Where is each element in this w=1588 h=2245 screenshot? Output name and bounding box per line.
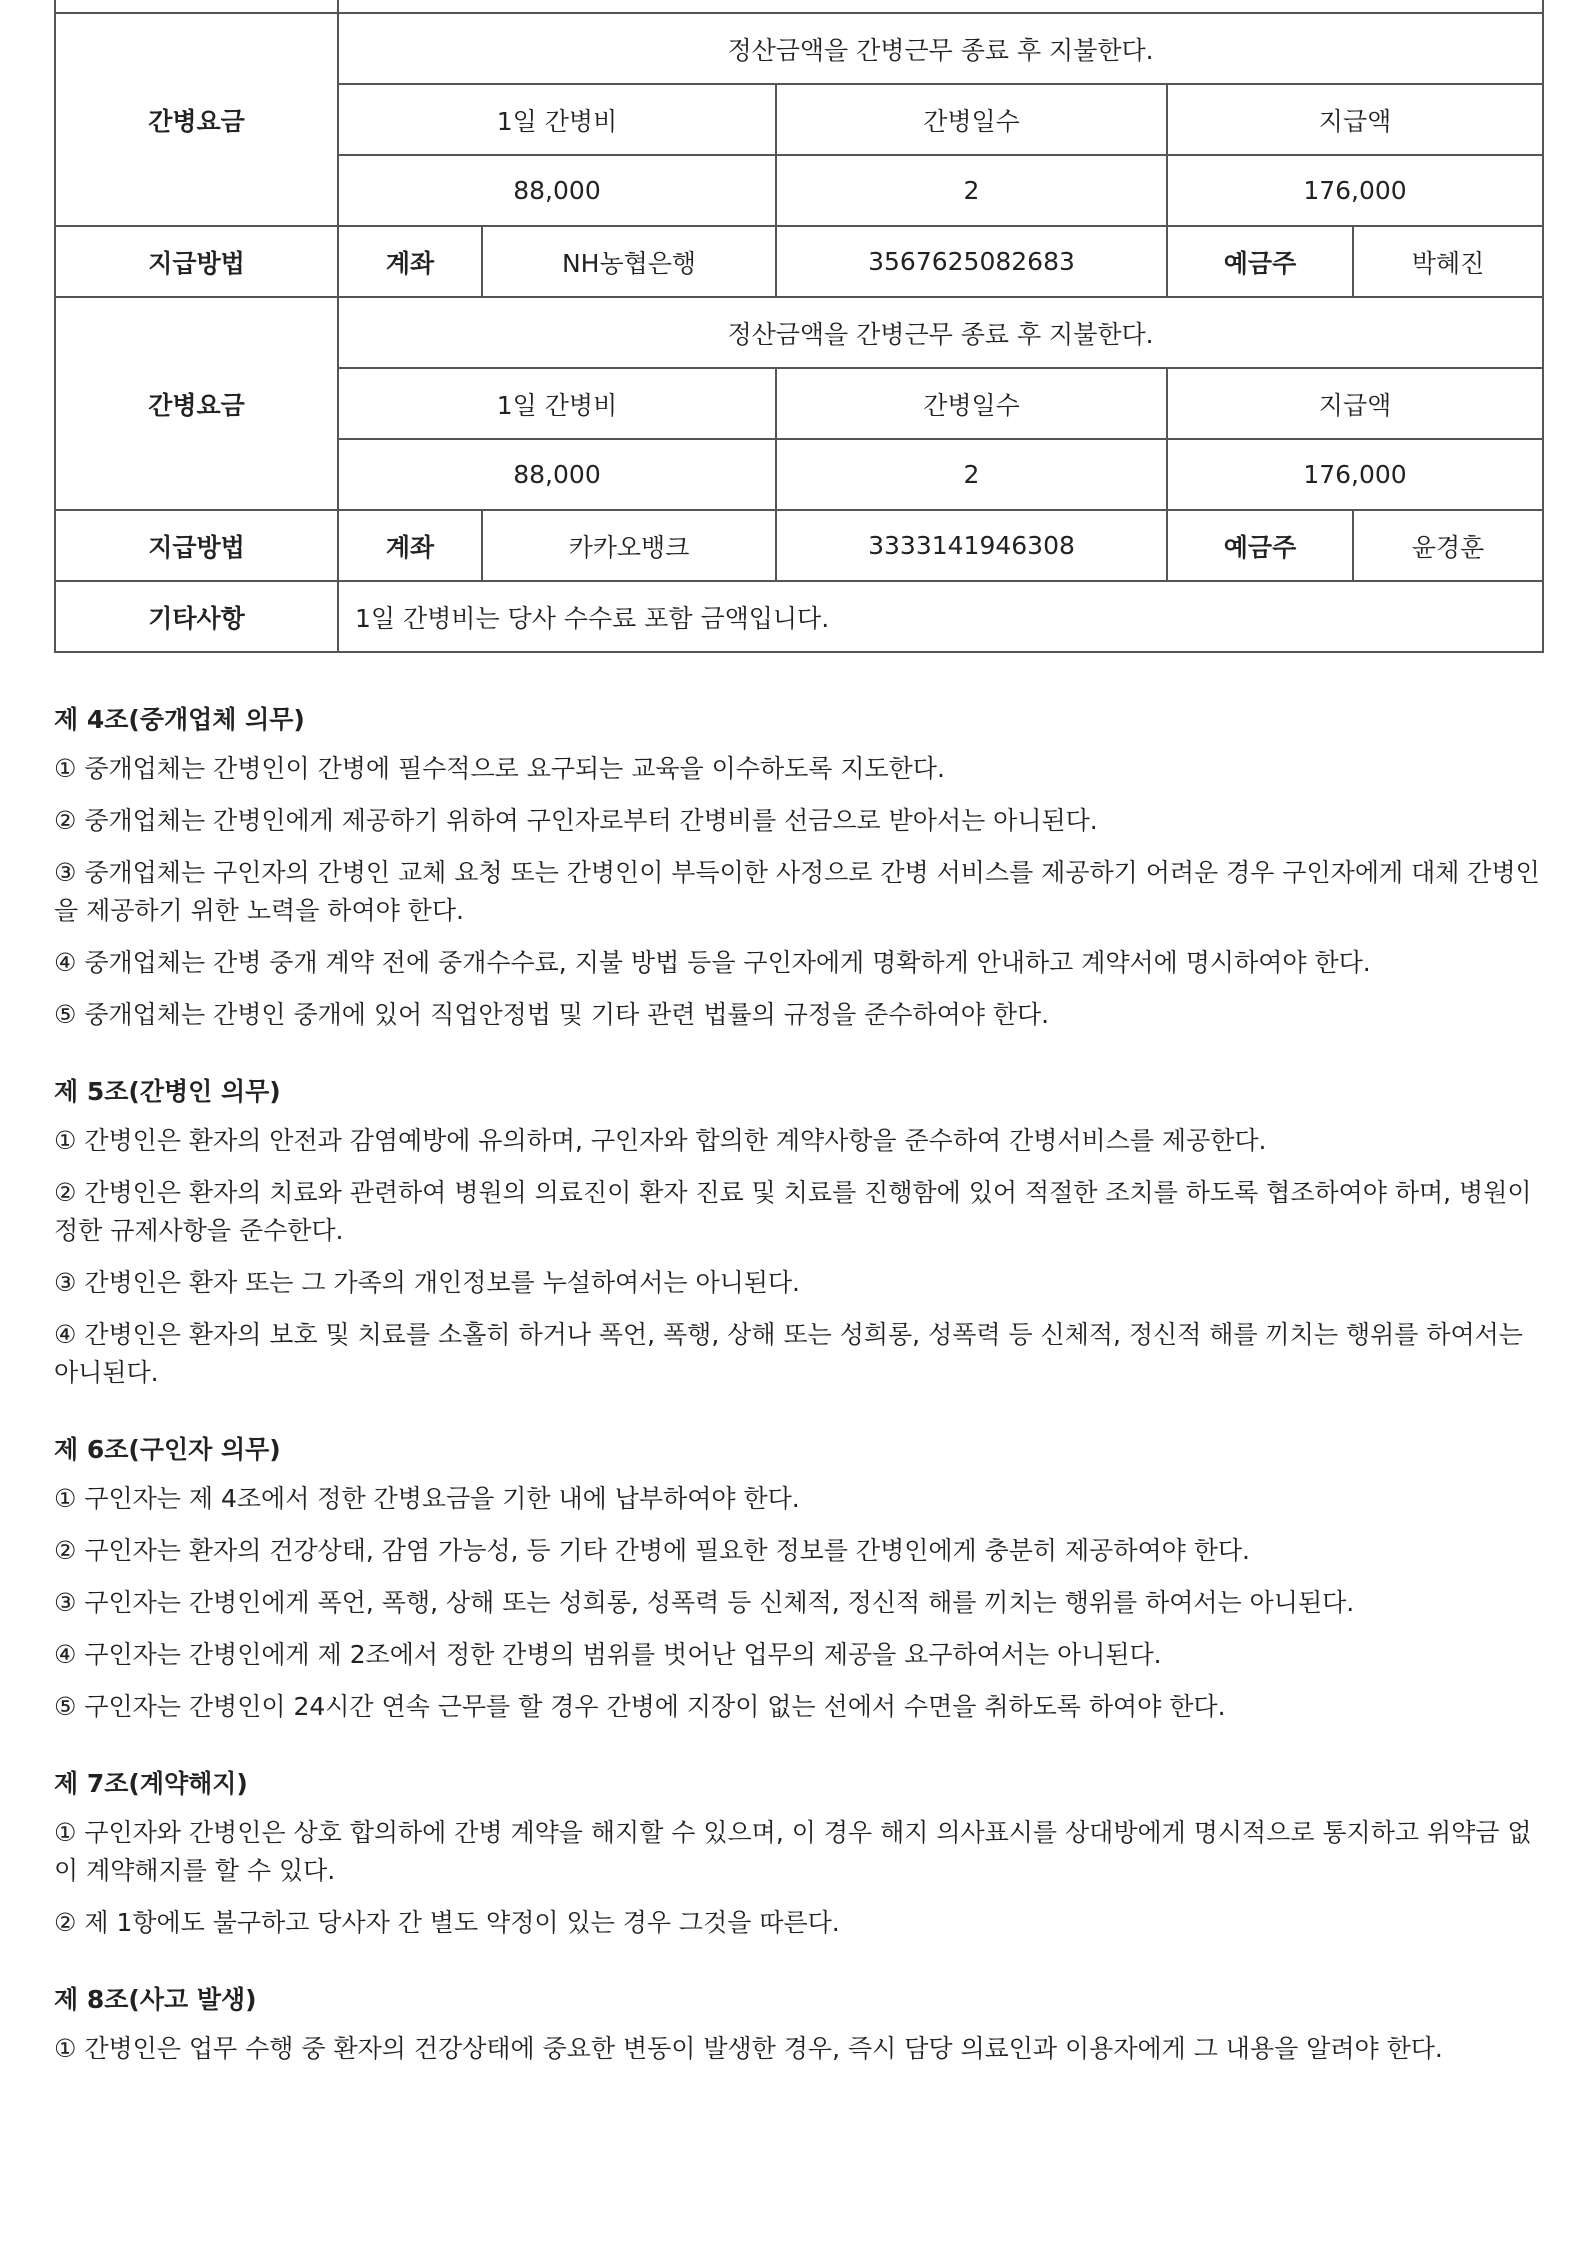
fee-notice: 정산금액을 간병근무 종료 후 지불한다. [338,13,1543,84]
article-title: 제 4조(중개업체 의무) [54,705,305,734]
article-item: ④ 중개업체는 간병 중개 계약 전에 중개수수료, 지불 방법 등을 구인자에게 명확하게 안내하고 계약서에 명시하여야 한다. [54,948,1371,977]
payment-method-label: 지급방법 [55,226,338,297]
article-4 [54,700,1544,1034]
articles [54,700,1544,2106]
holder-label: 예금주 [1167,510,1353,581]
remarks-text: 1일 간병비는 당사 수수료 포함 금액입니다. [338,581,1543,652]
article-item: ① 구인자는 제 4조에서 정한 간병요금을 기한 내에 납부하여야 한다. [54,1484,800,1513]
daily-fee-header: 1일 간병비 [338,368,776,439]
article-item: ④ 구인자는 간병인에게 제 2조에서 정한 간병의 범위를 벗어난 업무의 제공을 요구하여서는 아니된다. [54,1640,1162,1669]
total-value: 176,000 [1167,439,1543,510]
bank-name: NH농협은행 [482,226,776,297]
article-7 [54,1764,1544,1942]
days-header: 간병일수 [776,368,1167,439]
fee-table [54,0,1544,653]
days-value: 2 [776,439,1167,510]
article-item: ② 중개업체는 간병인에게 제공하기 위하여 구인자로부터 간병비를 선금으로 받아서는 아니된다. [54,806,1098,835]
account-number: 3333141946308 [776,510,1167,581]
article-item: ③ 간병인은 환자 또는 그 가족의 개인정보를 누설하여서는 아니된다. [54,1268,800,1297]
table-row [55,0,1543,13]
article-5 [54,1072,1544,1392]
article-item: ① 중개업체는 간병인이 간병에 필수적으로 요구되는 교육을 이수하도록 지도한다. [54,754,945,783]
daily-fee-value: 88,000 [338,439,776,510]
account-label: 계좌 [338,226,482,297]
article-item: ③ 중개업체는 구인자의 간병인 교체 요청 또는 간병인이 부득이한 사정으로 간병 서비스를 제공하기 어려운 경우 구인자에게 대체 간병인을 제공하기 위한 노력을 하여야 한다. [54,858,1540,925]
article-6 [54,1430,1544,1726]
daily-fee-value: 88,000 [338,155,776,226]
article-title: 제 6조(구인자 의무) [54,1435,281,1464]
article-item: ④ 간병인은 환자의 보호 및 치료를 소홀히 하거나 폭언, 폭행, 상해 또는 성희롱, 성폭력 등 신체적, 정신적 해를 끼치는 행위를 하여서는 아니된다. [54,1320,1523,1387]
cut-cell [55,0,338,13]
article-item: ⑤ 중개업체는 간병인 중개에 있어 직업안정법 및 기타 관련 법률의 규정을 준수하여야 한다. [54,1000,1050,1029]
daily-fee-header: 1일 간병비 [338,84,776,155]
article-item: ⑤ 구인자는 간병인이 24시간 연속 근무를 할 경우 간병에 지장이 없는 선에서 수면을 취하도록 하여야 한다. [54,1692,1226,1721]
table-row [55,581,1543,652]
days-value: 2 [776,155,1167,226]
holder-name: 박혜진 [1353,226,1543,297]
total-header: 지급액 [1167,84,1543,155]
fee-notice: 정산금액을 간병근무 종료 후 지불한다. [338,297,1543,368]
account-number: 3567625082683 [776,226,1167,297]
article-item: ① 간병인은 업무 수행 중 환자의 건강상태에 중요한 변동이 발생한 경우, 즉시 담당 의료인과 이용자에게 그 내용을 알려야 한다. [54,2034,1443,2063]
article-item: ② 구인자는 환자의 건강상태, 감염 가능성, 등 기타 간병에 필요한 정보를 간병인에게 충분히 제공하여야 한다. [54,1536,1250,1565]
fee-label: 간병요금 [55,13,338,226]
total-header: 지급액 [1167,368,1543,439]
holder-name: 윤경훈 [1353,510,1543,581]
table-row [55,226,1543,297]
cut-cell [338,0,1543,13]
article-title: 제 8조(사고 발생) [54,1985,257,2014]
article-title: 제 7조(계약해지) [54,1769,248,1798]
article-title: 제 5조(간병인 의무) [54,1077,281,1106]
table-row [55,13,1543,84]
bank-name: 카카오뱅크 [482,510,776,581]
holder-label: 예금주 [1167,226,1353,297]
article-8 [54,1980,1544,2068]
total-value: 176,000 [1167,155,1543,226]
article-item: ② 제 1항에도 불구하고 당사자 간 별도 약정이 있는 경우 그것을 따른다. [54,1908,840,1937]
article-item: ② 간병인은 환자의 치료와 관련하여 병원의 의료진이 환자 진료 및 치료를 진행함에 있어 적절한 조치를 하도록 협조하여야 하며, 병원이 정한 규제사항을 준수한다. [54,1178,1532,1245]
table-row [55,510,1543,581]
article-item: ① 간병인은 환자의 안전과 감염예방에 유의하며, 구인자와 합의한 계약사항을 준수하여 간병서비스를 제공한다. [54,1126,1267,1155]
account-label: 계좌 [338,510,482,581]
fee-label: 간병요금 [55,297,338,510]
days-header: 간병일수 [776,84,1167,155]
article-item: ③ 구인자는 간병인에게 폭언, 폭행, 상해 또는 성희롱, 성폭력 등 신체적, 정신적 해를 끼치는 행위를 하여서는 아니된다. [54,1588,1355,1617]
article-item: ① 구인자와 간병인은 상호 합의하에 간병 계약을 해지할 수 있으며, 이 경우 해지 의사표시를 상대방에게 명시적으로 통지하고 위약금 없이 계약해지를 할 수 있다. [54,1818,1532,1885]
payment-method-label: 지급방법 [55,510,338,581]
remarks-label: 기타사항 [55,581,338,652]
table-row [55,297,1543,368]
